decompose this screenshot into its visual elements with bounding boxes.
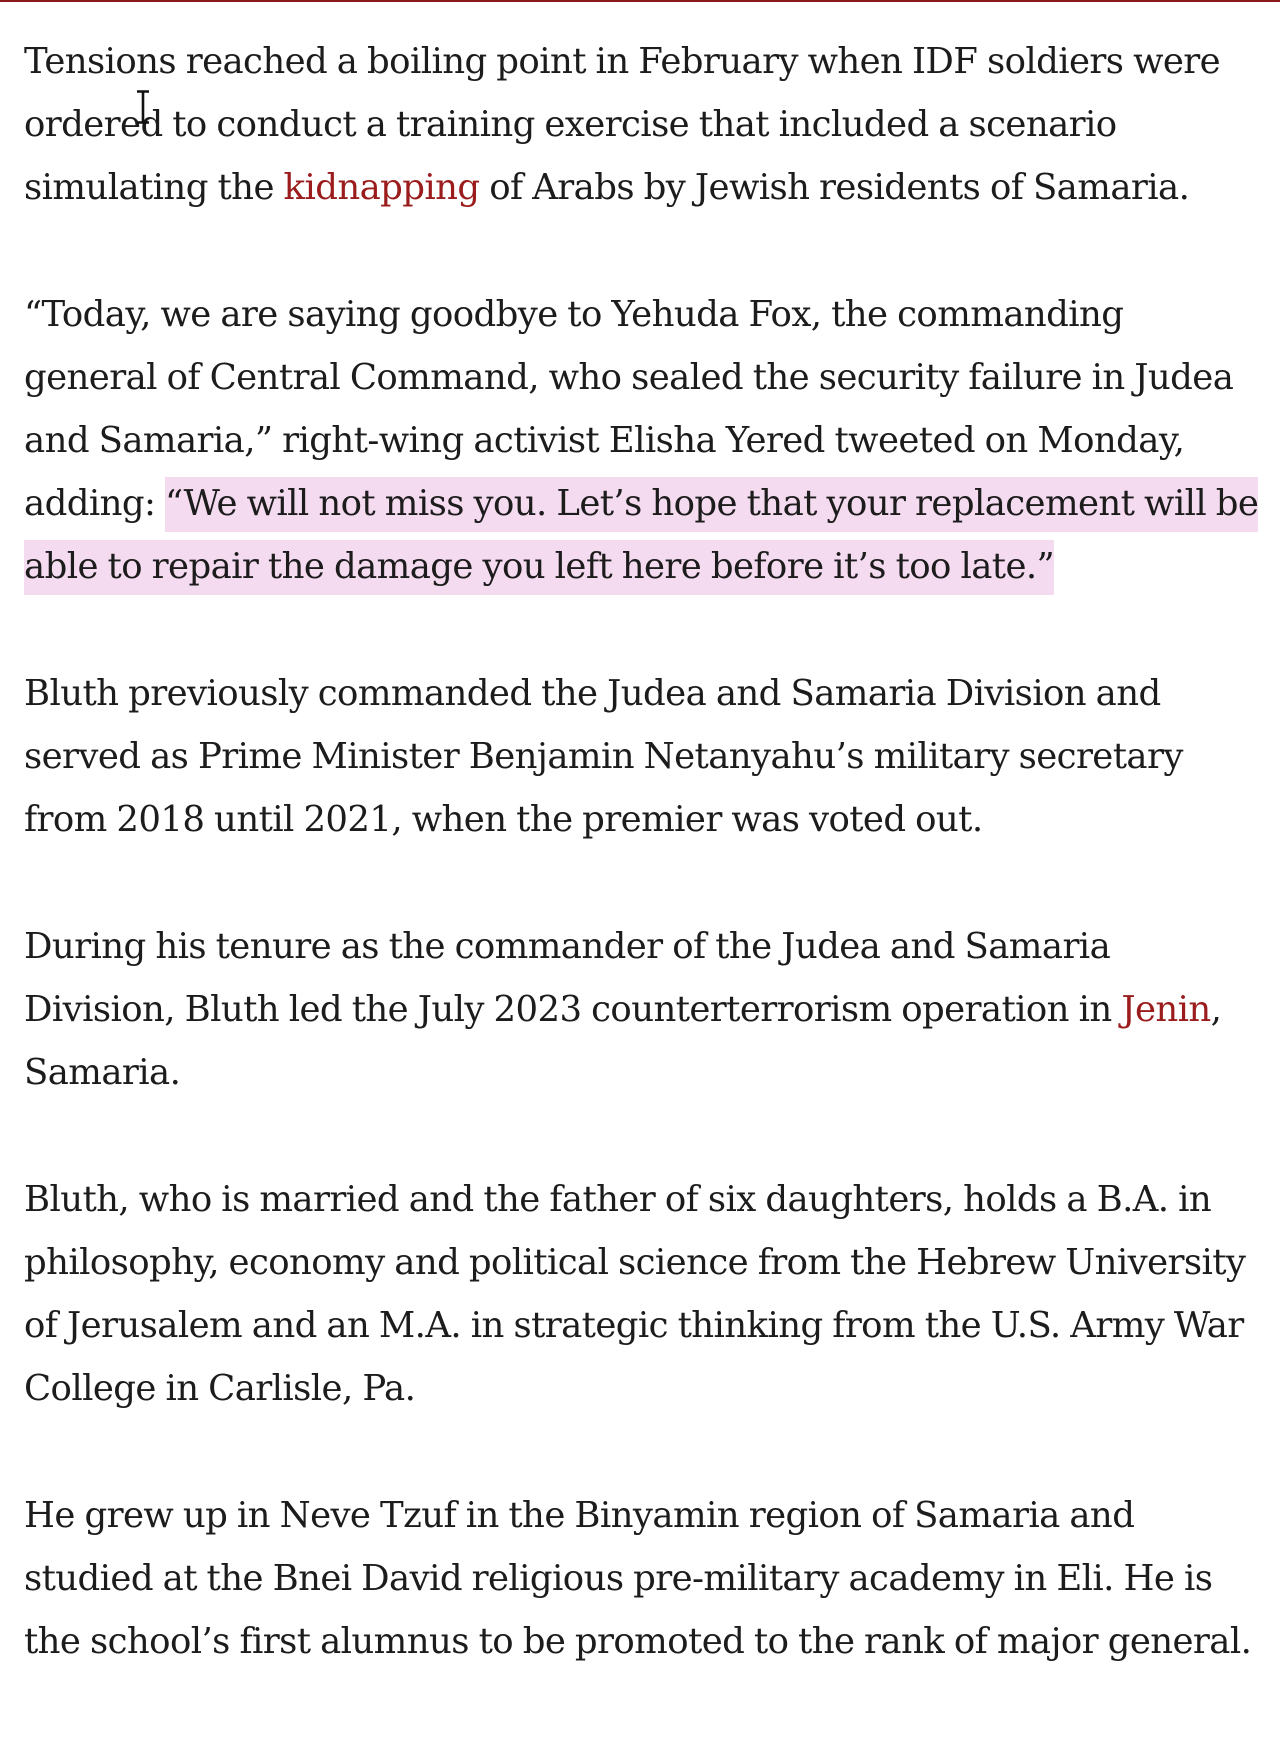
article-body <box>24 30 1264 1737</box>
paragraph-bluth-career: Bluth previously commanded the Judea and Samaria Division and served as Prime Minister Benjamin Netanyahu’s military secretary from 2018 until 2021, when the premier was voted out. <box>24 673 1183 840</box>
jenin-link[interactable]: Jenin <box>1121 989 1211 1030</box>
kidnapping-link[interactable]: kidnapping <box>283 167 480 208</box>
paragraph-jenin-operation: During his tenure as the commander of the Judea and Samaria Division, Bluth led the July 2023 counterterrorism operation in Jenin, Samaria. <box>24 926 1222 1093</box>
highlighted-quote: “We will not miss you. Let’s hope that your replacement will be able to repair the damage you left here before it’s too late.” <box>24 477 1258 595</box>
paragraph-training-exercise: Tensions reached a boiling point in February when IDF soldiers were ordered to conduct a training exercise that included a scenario simulating the kidnapping of Arabs by Jewish residents of Samaria. <box>24 41 1221 208</box>
paragraph-bluth-background: He grew up in Neve Tzuf in the Binyamin region of Samaria and studied at the Bnei David religious pre-military academy in Eli. He is the school’s first alumnus to be promoted to the rank of major general. <box>24 1495 1252 1662</box>
top-rule <box>0 0 1280 2</box>
text-cursor-icon <box>137 90 149 124</box>
paragraph-bluth-education: Bluth, who is married and the father of six daughters, holds a B.A. in philosophy, economy and political science from the Hebrew University of Jerusalem and an M.A. in strategic thinking from the U.S. Army War College in Carlisle, Pa. <box>24 1179 1246 1409</box>
paragraph-yered-quote: “Today, we are saying goodbye to Yehuda Fox, the commanding general of Central Command, who sealed the security failure in Judea and Samaria,” right-wing activist Elisha Yered tweeted on Monday, adding: “We will not miss you. Let’s hope that your replacement will be able to repair the damage you left here before it’s too late.” <box>24 283 1264 598</box>
